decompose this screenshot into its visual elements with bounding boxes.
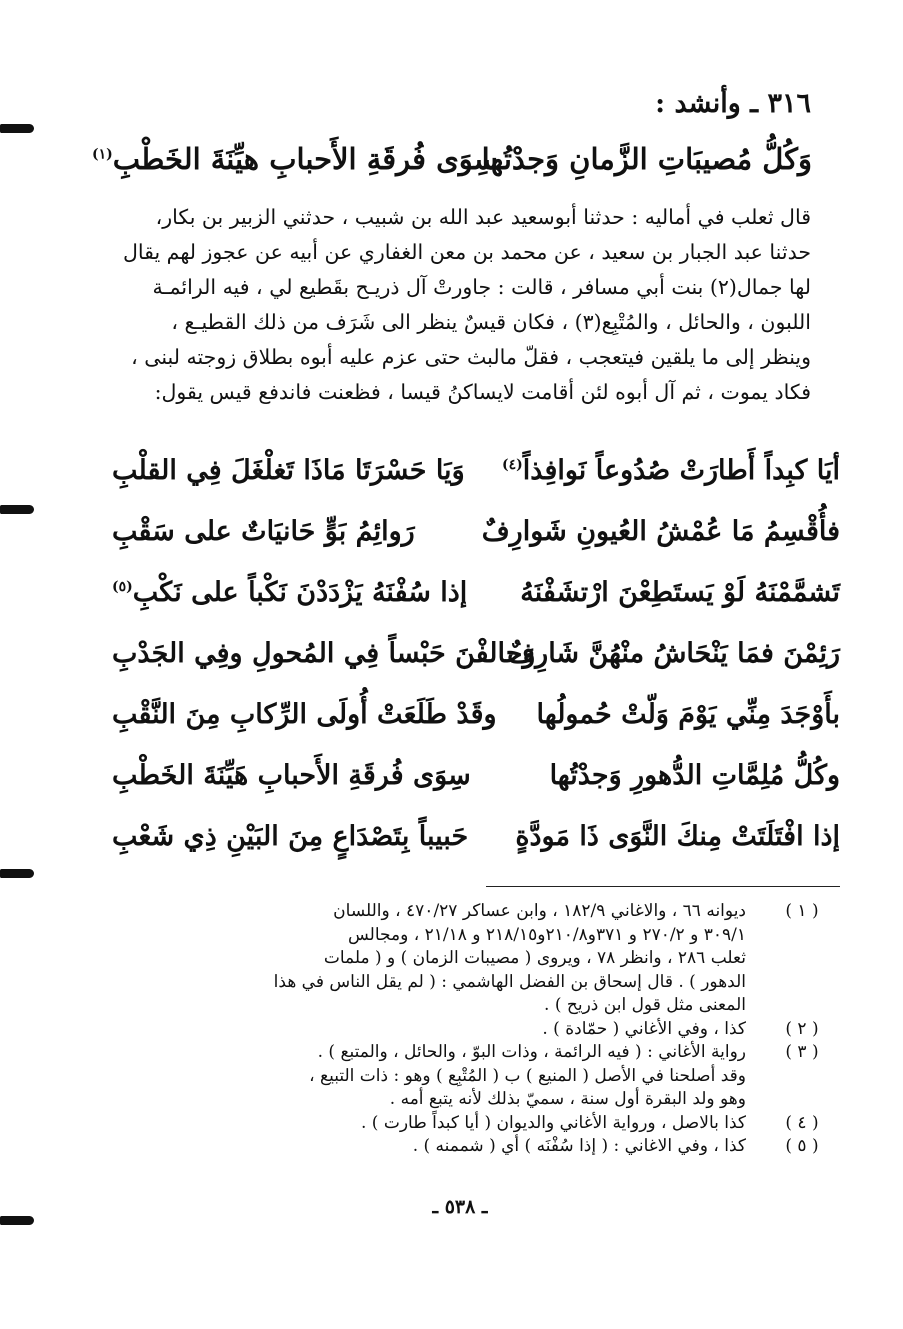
poem-verse [92,455,840,516]
verse-first-hemistich: أيَا كبِداً أَطارَتْ صُدُوعاً نَوافِذاً$^{(٤)}$ [502,455,840,486]
prose-line: فكاد يموت ، ثم آل أبوه لئن أقامت لايساكنُ قيسا ، فظعنت فاندفع قيس يقول: [154,380,811,404]
verse-second-hemistich: إذا سُفْنَهُ يَزْدَدْنَ نَكْباً على نَكْبِ$^{(٥)}$ [112,577,468,608]
scan-margin-mark [0,869,34,878]
footnote-line: ديوانه ٦٦ ، والاغاني ١٨٢/٩ ، وابن عساكر ٤٧٠/٢٧ ، واللسان [333,901,746,921]
verse-second-hemistich: سِوَى فُرقَةِ الأَحبابِ هَيِّنَةَ الخَطْبِ [112,760,471,791]
footnote [92,1112,832,1136]
verse-second-hemistich: وَحالفْنَ حَبْساً فِي المُحولِ وفِي الجَدْبِ [112,638,536,669]
verse-first-hemistich: وكُلُّ مُلِمَّاتِ الدُّهورِ وَجدْتُها [549,760,840,791]
verse-first-hemistich: رَئِمْنَ فمَا يَنْحَاشُ منْهُنَّ شَارِفٌ [507,638,840,669]
footnote-number: ( ٤ ) [785,1112,819,1133]
verse-first-hemistich: تَشمَّمْنَهُ لَوْ يَستَطِعْنَ ارْتشَفْنَهُ [520,577,840,608]
prose-paragraph [71,200,811,410]
footnote-line: كذا ، وفي الأغاني ( حمّادة ) . [542,1018,746,1039]
footnote-line: وقد أصلحنا في الأصل ( المنيع ) ب ( المُتْبِع ) وهو : ذات التبيع ، [309,1065,746,1086]
page-number: ـ ٥٣٨ ـ [432,1196,488,1218]
poem-verse [92,699,840,760]
prose-line: وينظر إلى ما يلقين فيتعجب ، فقلّ مالبث حتى عزم عليه أبوه بطلاق زوجته لبنى ، [131,345,811,369]
page-header: ٣١٦ ـ وأنشد : [655,88,811,119]
footnote-line: كذا ، وفي الاغاني : ( إذا سُفْنَه ) أي ( شممنه ) . [412,1136,746,1156]
opening-verse [92,142,812,192]
verse-second-hemistich: سِوَى فُرقَةِ الأَحبابِ هيِّنَةَ الخَطْبِ$^{(١)}$ [92,142,499,176]
verse-second-hemistich: رَوائِمُ بَوٍّ حَانيَاتٌ على سَقْبِ [112,516,415,547]
footnotes [92,900,832,1159]
prose-line: قال ثعلب في أماليه : حدثنا أبوسعيد عبد الله بن شبيب ، حدثني الزبير بن بكار، [155,205,811,229]
footnote-line: الدهور ) . قال إسحاق بن الفضل الهاشمي : ( لم يقل الناس في هذا [273,971,746,992]
footnote-line: ثعلب ٢٨٦ ، وانظر ٧٨ ، ويروى ( مصيبات الزمان ) و ( ملمات [323,948,746,968]
verse-first-hemistich: فأُقْسِمُ مَا عُمْشُ العُيونِ شَوارِفٌ [481,516,840,547]
poem [92,455,840,882]
scan-margin-mark [0,505,34,514]
scan-margin-mark [0,124,34,133]
prose-line: لها جمال(٢) بنت أبي مسافر ، قالت : جاورتْ آل ذريـح بقَطيع لي ، فيه الرائمـة [152,275,811,299]
footnote-line: ٣٠٩/١ و ٢٧٠/٢ و ٣٧١و٢١٠/٨و٢١٨/١٥ و ٢١/١٨ ، ومجالس [347,924,746,945]
footnote-number: ( ٢ ) [785,1018,819,1039]
footnote-number: ( ٣ ) [785,1042,819,1062]
footnote-line: كذا بالاصل ، ورواية الأغاني والديوان ( أيا كبداً طارت ) . [360,1112,746,1133]
verse-second-hemistich: وَيَا حَسْرَتَا مَاذَا تَغلْغَلَ فِي القلْبِ [112,455,465,486]
footnote [92,900,832,1018]
footnote-line: المعنى مثل قول ابن ذريح ) . [544,995,746,1015]
verse-first-hemistich: وَكُلُّ مُصيبَاتِ الزَّمانِ وَجدْتُها [481,142,812,176]
poem-verse [92,760,840,821]
footnote-line: وهو ولد البقرة أول سنة ، سميّ بذلك لأنه يتبع أمه . [389,1089,746,1109]
footnote-ref: (١) [92,146,113,163]
scan-margin-mark [0,1216,34,1225]
footnote-line: رواية الأغاني : ( فيه الرائمة ، وذات البوّ ، والحائل ، والمتبع ) . [317,1042,746,1062]
footnote-divider [486,886,840,887]
footnote [92,1135,832,1159]
footnote [92,1041,832,1112]
poem-verse [92,577,840,638]
prose-line: اللبون ، والحائل ، والمُتْبِع(٣) ، فكان قيسٌ ينظر الى شَرَف من ذلك القطيـع ، [171,310,811,334]
footnote-number: ( ١ ) [785,901,819,921]
prose-line: حدثنا عبد الجبار بن سعيد ، عن محمد بن معن الغفاري عن أبيه عن عجوز لهم يقال [122,240,811,264]
verse-first-hemistich: إذا افْتَلَتَتْ مِنكَ النَّوَى ذَا مَودَّةٍ [515,821,840,852]
poem-verse [92,638,840,699]
footnote-ref: (٤) [502,457,523,473]
footnote-number: ( ٥ ) [785,1136,819,1156]
verse-second-hemistich: وقَدْ طَلَعَتْ أُولَى الرِّكابِ مِنَ النَّقْبِ [112,699,497,730]
footnote [92,1018,832,1042]
footnote-ref: (٥) [112,579,133,595]
verse-second-hemistich: حَبيباً بِتَصْدَاعٍ مِنَ البَيْنِ ذِي شَعْبِ [112,821,469,852]
poem-verse [92,516,840,577]
poem-verse [92,821,840,882]
verse-first-hemistich: بأَوْجَدَ مِنِّي يَوْمَ وَلّتْ حُمولُها [536,699,840,730]
